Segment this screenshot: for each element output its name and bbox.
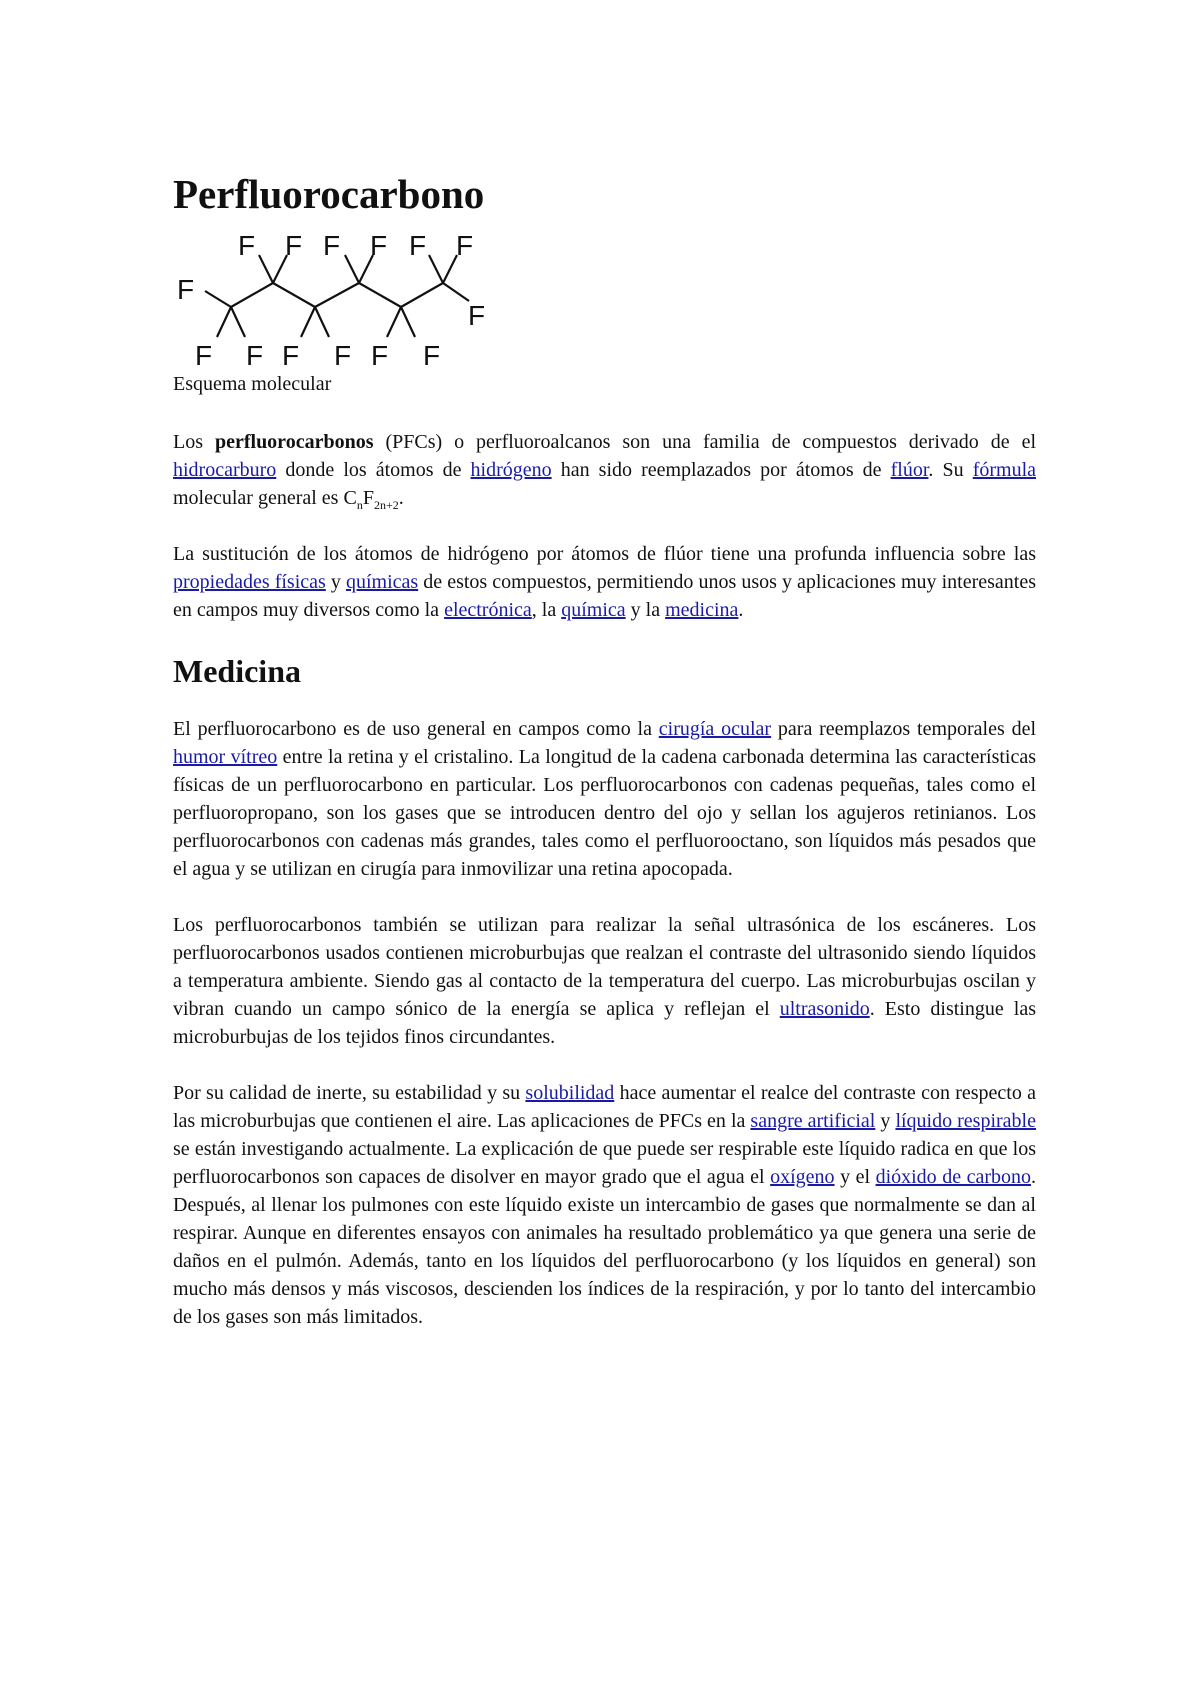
link-oxigeno[interactable]: oxígeno <box>770 1165 835 1188</box>
link-hidrogeno[interactable]: hidrógeno <box>470 459 552 482</box>
atom-label: F <box>371 340 389 372</box>
link-solubilidad[interactable]: solubilidad <box>525 1081 615 1104</box>
text: y la <box>625 599 666 622</box>
atom-label: F <box>334 340 352 372</box>
molecular-diagram <box>173 225 533 377</box>
intro-paragraph-2 <box>173 540 1036 624</box>
formula-carbon: C <box>343 487 357 510</box>
medicina-paragraph-1 <box>173 715 1036 883</box>
atom-label: F <box>238 230 256 262</box>
document-page <box>173 170 1036 1359</box>
bonds <box>205 255 469 337</box>
molecular-formula <box>343 487 399 513</box>
text: y <box>875 1109 896 1132</box>
atom-label: F <box>423 340 441 372</box>
link-fluor[interactable]: flúor <box>890 459 929 482</box>
text: entre la retina y el cristalino. La longitud de la cadena carbonada determina las características físicas de un perfluorocarbono en particular. Los perfluorocarbonos con cadenas pequeñas, tales como el perfluoropropano, son los gases que se introducen dentro del ojo y sellan los agujeros retinianos. Los perfluorocarbonos con cadenas más grandes, tales como el perfluorooctano, son líquidos más pesados que el agua y se utilizan en cirugía para inmovilizar una retina apocopada. <box>173 745 1037 880</box>
link-quimica[interactable]: química <box>561 599 626 622</box>
section-heading-medicina: Medicina <box>173 653 301 690</box>
link-medicina[interactable]: medicina <box>665 599 739 622</box>
figure-caption: Esquema molecular <box>173 373 332 396</box>
text: se están investigando actualmente. La explicación de que puede ser respirable este líquido radica en que los perfluorocarbonos son capaces de disolver en mayor grado que el agua el <box>173 1137 1036 1188</box>
intro-paragraph-1 <box>173 428 1036 512</box>
text: El perfluorocarbono es de uso general en campos como la <box>173 717 659 740</box>
text: para reemplazos temporales del <box>771 717 1037 740</box>
text: Los <box>173 431 215 454</box>
text: . Su <box>928 459 973 482</box>
text: . Esto distingue las microburbujas de los tejidos finos circundantes. <box>173 997 1036 1048</box>
link-propiedades-fisicas[interactable]: propiedades físicas <box>173 571 326 594</box>
text: (PFCs) o perfluoroalcanos son una familia de compuestos derivado de el <box>373 431 1037 454</box>
page-title: Perfluorocarbono <box>173 171 485 217</box>
medicina-paragraph-2 <box>173 911 1036 1051</box>
text: La sustitución de los átomos de hidrógeno por átomos de flúor tiene una profunda influencia sobre las <box>173 543 1036 566</box>
atom-label: F <box>282 340 300 372</box>
atom-label: F <box>285 230 303 262</box>
atom-label: F <box>195 340 213 372</box>
link-cirugia-ocular[interactable]: cirugía ocular <box>658 717 772 740</box>
formula-subscript: 2n+2 <box>373 498 399 513</box>
atom-label: F <box>456 230 474 262</box>
text: Por su calidad de inerte, su estabilidad y su <box>173 1081 526 1104</box>
atom-label: F <box>177 274 195 306</box>
fluorine-atoms <box>177 230 485 371</box>
text: . <box>738 599 744 622</box>
text: hace aumentar el realce del contraste con respecto a las microburbujas que contienen el aire. Las aplicaciones de PFCs en la <box>173 1081 1037 1132</box>
text: de estos compuestos, permitiendo unos usos y aplicaciones muy interesantes en campos muy diversos como la <box>173 571 1036 622</box>
link-humor-vitreo[interactable]: humor vítreo <box>173 745 278 768</box>
text: donde los átomos de <box>276 459 471 482</box>
text: y el <box>834 1165 876 1188</box>
link-quimicas[interactable]: químicas <box>345 571 419 594</box>
atom-label: F <box>409 230 427 262</box>
bold-term: perfluorocarbonos <box>214 431 374 454</box>
formula-fluorine: F <box>362 487 374 510</box>
link-ultrasonido[interactable]: ultrasonido <box>779 997 870 1020</box>
atom-label: F <box>246 340 264 372</box>
text: . Después, al llenar los pulmones con este líquido existe un intercambio de gases que normalmente se dan al respirar. Aunque en diferentes ensayos con animales ha resultado problemático ya que genera una serie de daños en el pulmón. Además, tanto en los líquidos del perfluorocarbono (y los líquidos en general) son mucho más densos y más viscosos, descienden los índices de la respiración, y por lo tanto del intercambio de los gases son más limitados. <box>173 1165 1037 1328</box>
text: y <box>325 571 346 594</box>
atom-label: F <box>323 230 341 262</box>
link-hidrocarburo[interactable]: hidrocarburo <box>173 459 277 482</box>
text: , la <box>531 599 562 622</box>
link-sangre-artificial[interactable]: sangre artificial <box>750 1109 876 1132</box>
link-electronica[interactable]: electrónica <box>444 599 532 622</box>
formula-subscript-n: n <box>356 498 363 513</box>
text: Los perfluorocarbonos también se utilizan para realizar la señal ultrasónica de los escáneres. Los perfluorocarbonos usados contienen microburbujas que realzan el contraste del ultrasonido siendo líquidos a temperatura ambiente. Siendo gas al contacto de la temperatura del cuerpo. Las microburbujas oscilan y vibran cuando un campo sónico de la energía se aplica y reflejan el <box>173 913 1036 1020</box>
atom-label: F <box>468 300 486 332</box>
text: . <box>398 487 404 510</box>
link-liquido-respirable[interactable]: líquido respirable <box>895 1109 1036 1132</box>
text: molecular general es <box>173 487 344 510</box>
link-dioxido-de-carbono[interactable]: dióxido de carbono <box>875 1165 1032 1188</box>
text: han sido reemplazados por átomos de <box>551 459 891 482</box>
medicina-paragraph-3 <box>173 1079 1036 1331</box>
atom-label: F <box>370 230 388 262</box>
link-formula[interactable]: fórmula <box>972 459 1037 482</box>
